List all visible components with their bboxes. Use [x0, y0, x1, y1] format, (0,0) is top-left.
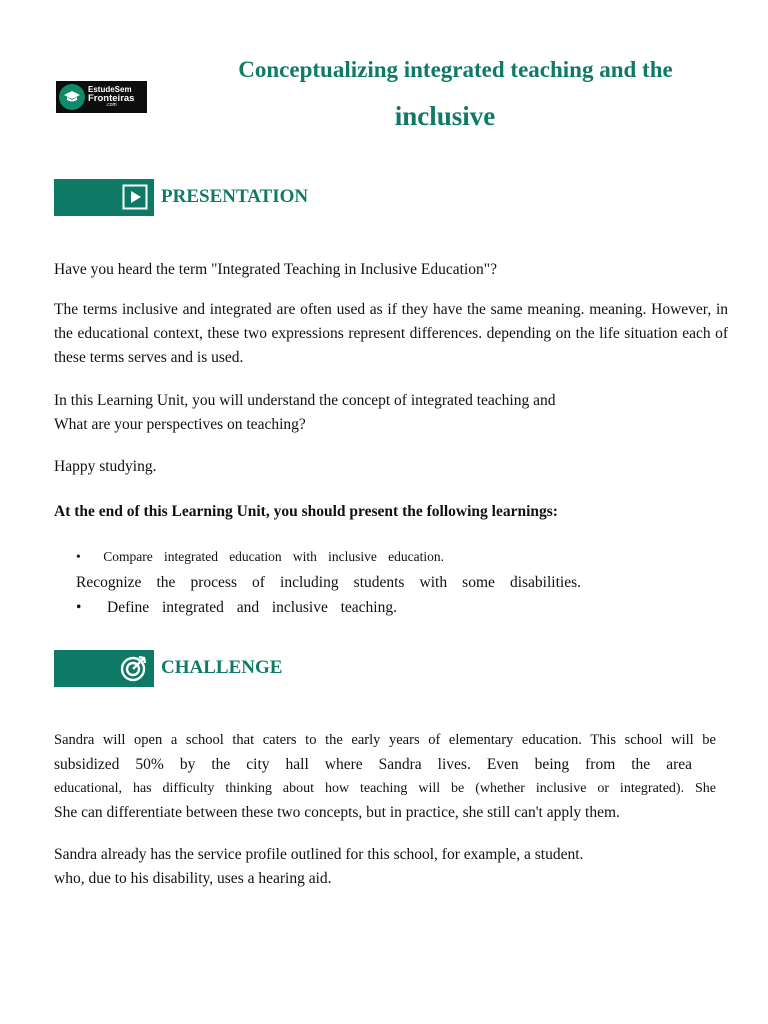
learning-item [76, 596, 397, 620]
graduation-cap-icon [59, 84, 85, 110]
presentation-paragraph-1: The terms inclusive and integrated are often used as if they have the same meaning. meaning. However, in the educational context, these two expressions represent differences. depending on the life situation each of these terms serves and is used. [54, 301, 728, 366]
learning-item [76, 571, 581, 595]
presentation-paragraph-2-line-2: What are your perspectives on teaching? [54, 416, 306, 433]
learnings-heading: At the end of this Learning Unit, you should present the following learnings: [54, 503, 558, 520]
page-title-line-1: Conceptualizing integrated teaching and the [238, 57, 673, 82]
learning-item-3: • Define integrated and inclusive teaching. [76, 599, 397, 616]
presentation-heading: PRESENTATION [161, 186, 309, 207]
target-icon [120, 654, 148, 682]
learning-item-1: • Compare integrated education with inclusive education. [76, 549, 445, 564]
play-icon [121, 183, 149, 211]
challenge-line-1: Sandra will open a school that caters to the early years of elementary education. This school will be [54, 732, 716, 748]
presentation-paragraph-2-line-1: In this Learning Unit, you will understand the concept of integrated teaching and [54, 392, 556, 409]
challenge-paragraph-1 [54, 728, 716, 825]
challenge-line-3: educational, has difficulty thinking about how teaching will be (whether inclusive or integrated). She [54, 781, 716, 796]
logo-text-2: Fronteiras [88, 92, 135, 104]
logo-text-1: EstudeSem [88, 84, 132, 94]
challenge-paragraph-2-line-1: Sandra already has the service profile outlined for this school, for example, a student. [54, 846, 584, 863]
presentation-paragraph-2 [54, 389, 728, 437]
challenge-line-4: She can differentiate between these two concepts, but in practice, she still can't apply them. [54, 804, 620, 821]
intro-question: Have you heard the term "Integrated Teaching in Inclusive Education"? [54, 261, 497, 278]
challenge-heading: CHALLENGE [161, 657, 283, 678]
challenge-line-2: subsidized 50% by the city hall where Sandra lives. Even being from the area [54, 756, 692, 773]
learning-item-2: Recognize the process of including students with some disabilities. [76, 574, 581, 591]
challenge-paragraph-2 [54, 843, 728, 891]
page-title-line-2: inclusive [394, 101, 496, 131]
learning-item [76, 547, 444, 567]
brand-logo [56, 81, 147, 113]
challenge-paragraph-2-line-2: who, due to his disability, uses a hearing aid. [54, 870, 332, 887]
happy-studying-text: Happy studying. [54, 458, 157, 475]
logo-text-3: .com [105, 102, 117, 109]
